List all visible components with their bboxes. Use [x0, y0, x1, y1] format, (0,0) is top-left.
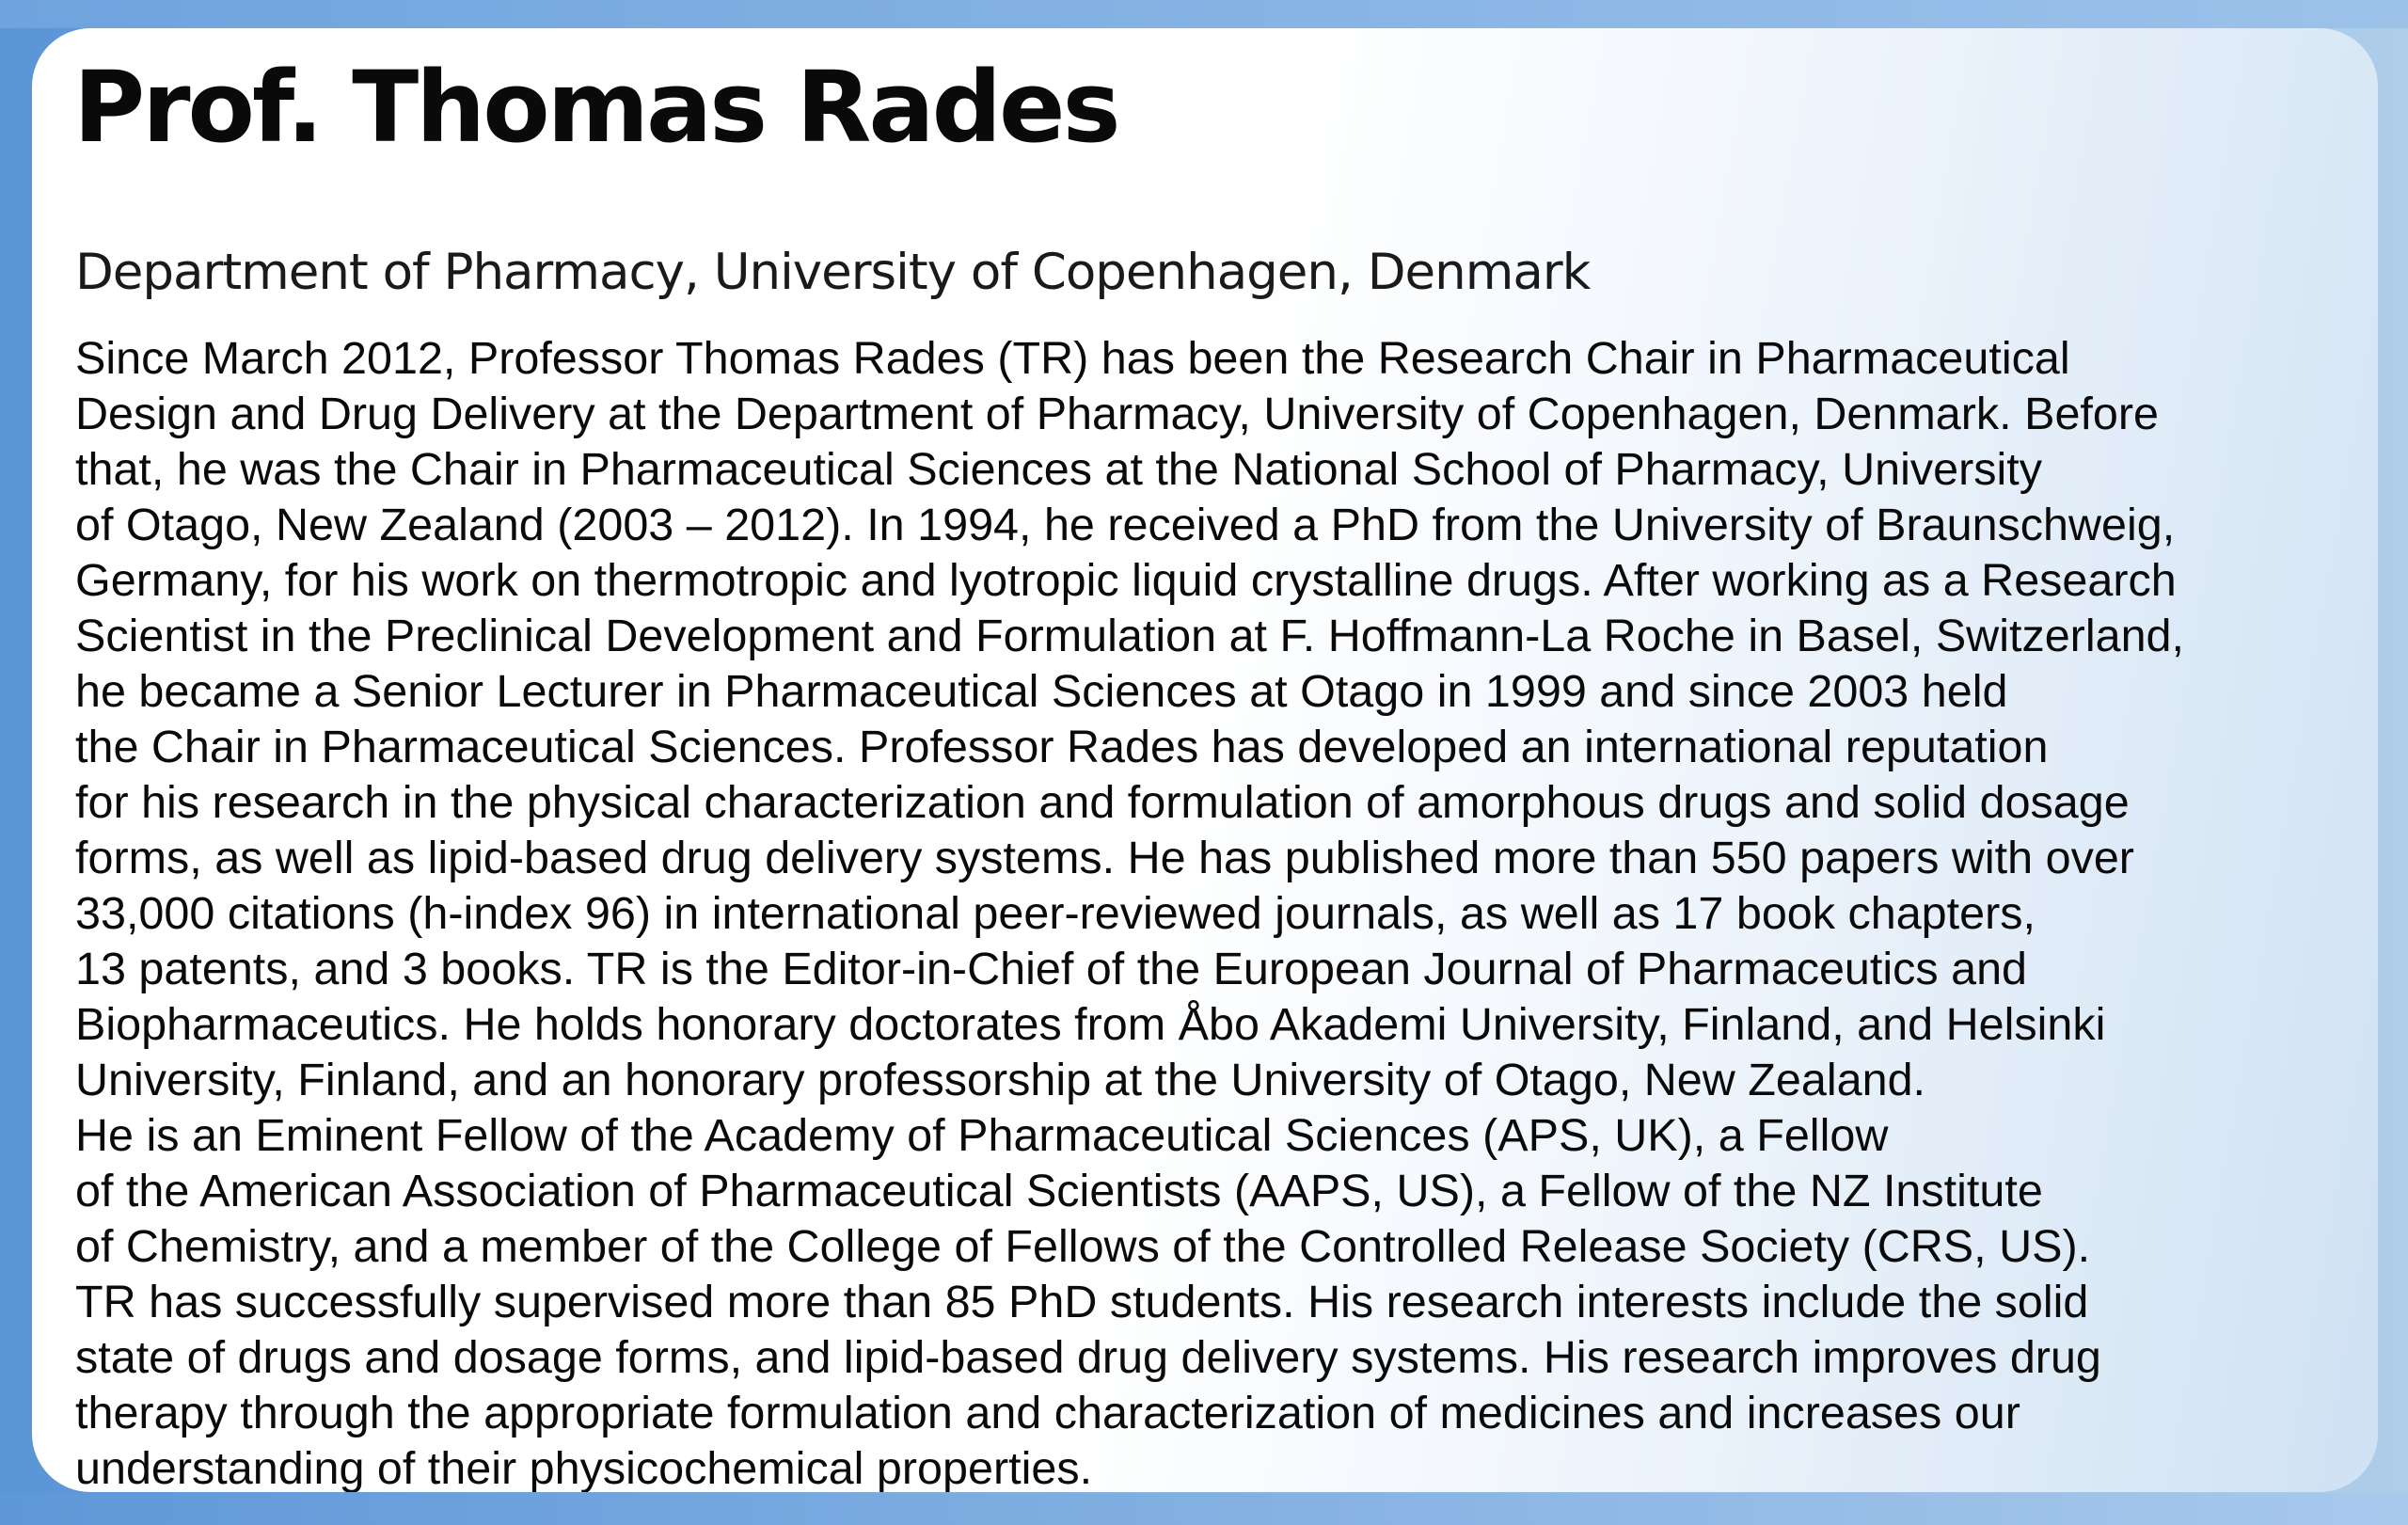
- biography-text: [75, 331, 2184, 1492]
- bio-line: of the American Association of Pharmaceutical Scientists (AAPS, US), a Fellow of the NZ Institute: [75, 1166, 2043, 1216]
- bio-line: 33,000 citations (h-index 96) in international peer-reviewed journals, as well as 17 book chapters,: [75, 888, 2036, 939]
- bio-line: Design and Drug Delivery at the Department of Pharmacy, University of Copenhagen, Denmark. Before: [75, 389, 2159, 439]
- bio-line: the Chair in Pharmaceutical Sciences. Professor Rades has developed an international reputation: [75, 722, 2049, 772]
- bio-line: He is an Eminent Fellow of the Academy of Pharmaceutical Sciences (APS, UK), a Fellow: [75, 1110, 1889, 1161]
- bio-line: Scientist in the Preclinical Development and Formulation at F. Hoffmann-La Roche in Basel, Switzerland,: [75, 611, 2184, 661]
- bio-line: therapy through the appropriate formulation and characterization of medicines and increases our: [75, 1388, 2020, 1438]
- bio-line: Biopharmaceutics. He holds honorary doctorates from Åbo Akademi University, Finland, and Helsinki: [75, 999, 2106, 1050]
- bio-line: that, he was the Chair in Pharmaceutical Sciences at the National School of Pharmacy, University: [75, 444, 2042, 495]
- bio-line: Germany, for his work on thermotropic and lyotropic liquid crystalline drugs. After working as a Research: [75, 555, 2177, 606]
- bio-line: he became a Senior Lecturer in Pharmaceutical Sciences at Otago in 1999 and since 2003 held: [75, 666, 2008, 717]
- bio-line: forms, as well as lipid-based drug delivery systems. He has published more than 550 papers with over: [75, 833, 2134, 883]
- affiliation-subtitle: Department of Pharmacy, University of Copenhagen, Denmark: [75, 244, 1591, 301]
- bio-line: state of drugs and dosage forms, and lipid-based drug delivery systems. His research improves drug: [75, 1332, 2101, 1383]
- bio-line: of Otago, New Zealand (2003 – 2012). In 1994, he received a PhD from the University of Braunschweig,: [75, 500, 2176, 550]
- bio-line: Since March 2012, Professor Thomas Rades (TR) has been the Research Chair in Pharmaceutical: [75, 333, 2070, 384]
- bottom-border-band: [0, 1493, 2408, 1525]
- bio-line: TR has successfully supervised more than 85 PhD students. His research interests include the solid: [75, 1277, 2089, 1327]
- bio-line: understanding of their physicochemical properties.: [75, 1443, 1093, 1492]
- bio-line: University, Finland, and an honorary professorship at the University of Otago, New Zealand.: [75, 1055, 1926, 1105]
- bio-line: 13 patents, and 3 books. TR is the Editor-in-Chief of the European Journal of Pharmaceutics and: [75, 944, 2028, 994]
- profile-name-heading: Prof. Thomas Rades: [73, 50, 1118, 165]
- bio-line: of Chemistry, and a member of the College of Fellows of the Controlled Release Society (CRS, US).: [75, 1221, 2091, 1272]
- bio-line: for his research in the physical characterization and formulation of amorphous drugs and solid dosage: [75, 777, 2130, 828]
- profile-card: [32, 28, 2378, 1492]
- top-border-band: [0, 0, 2408, 28]
